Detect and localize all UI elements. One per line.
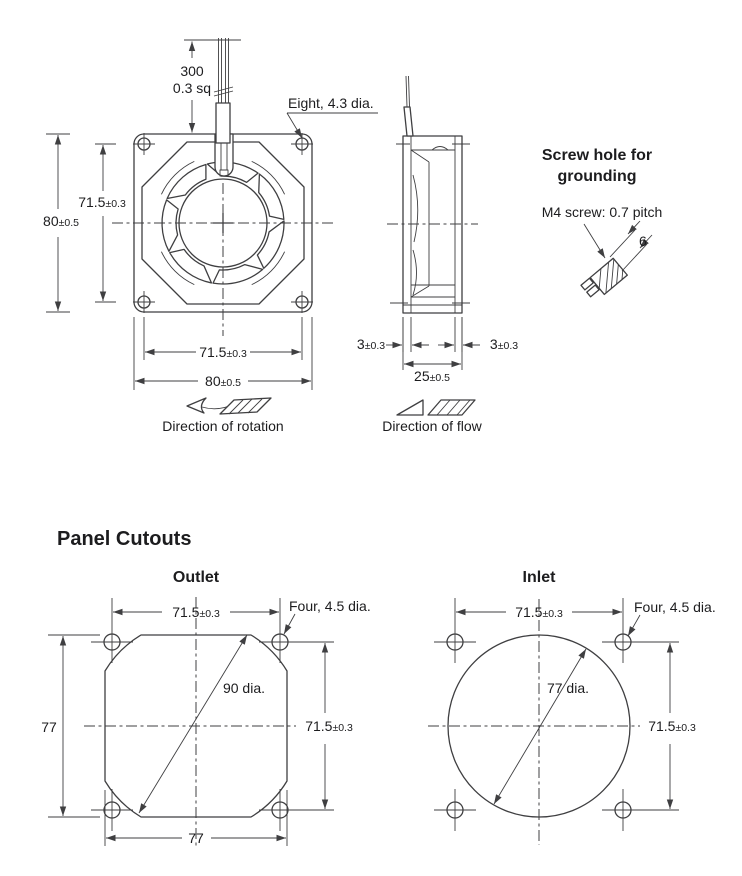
flow-arrow-icon <box>397 400 475 415</box>
label-mounting-holes <box>287 95 378 138</box>
outlet-height-label: 77 <box>41 719 57 735</box>
lead-length-label: 300 <box>180 63 204 79</box>
inlet-dim-hole-pitch-right <box>631 642 696 810</box>
flow-direction <box>382 400 482 434</box>
width-dim-label: 80±0.5 <box>205 373 241 389</box>
height-dim-label: 80±0.5 <box>43 213 79 229</box>
dim-flange-right-3 <box>438 317 518 352</box>
side-blade-curves <box>413 175 418 295</box>
rotation-direction <box>162 398 283 434</box>
motor-hub-bump <box>432 147 448 151</box>
hub-center-cross <box>213 213 233 233</box>
inlet-pitch-top-label: 71.5±0.3 <box>515 604 563 620</box>
mounting-holes-note: Eight, 4.3 dia. <box>288 95 374 111</box>
mounting-hole-bottom-right <box>291 291 313 313</box>
screw-depth-label: 6 <box>639 233 647 249</box>
mounting-hole-top-right <box>291 133 313 155</box>
flange-right-label: 3±0.3 <box>489 336 519 352</box>
dim-height-80 <box>43 134 79 312</box>
outlet-hole-top-left <box>91 598 133 663</box>
inlet-dia-label: 77 dia. <box>546 680 590 696</box>
outlet-width-label: 77 <box>188 830 204 846</box>
outlet-dim-cutout-dia <box>139 635 265 813</box>
fan-front-view <box>112 38 336 336</box>
mounting-hole-bottom-left <box>133 291 155 313</box>
rotation-caption: Direction of rotation <box>162 418 284 434</box>
inlet-title: Inlet <box>522 569 556 586</box>
inlet-pitch-right-label: 71.5±0.3 <box>648 718 696 734</box>
grounding-screw-note: M4 screw: 0.7 pitch <box>541 204 663 220</box>
dim-hole-pitch-horizontal <box>144 317 302 360</box>
outlet-title: Outlet <box>172 569 220 586</box>
dim-depth-25 <box>403 317 462 384</box>
dim-flange-left-3 <box>357 317 429 352</box>
grounding-title-line1: Screw hole for <box>541 147 653 164</box>
inlet-holes-note-label: Four, 4.5 dia. <box>634 599 716 615</box>
rotation-arrow-icon <box>187 398 271 414</box>
outlet-holes-note-label: Four, 4.5 dia. <box>289 598 371 614</box>
inlet-dim-hole-pitch-top <box>456 604 622 620</box>
outlet-hole-bottom-left <box>91 789 133 831</box>
outlet-pitch-top-label: 71.5±0.3 <box>172 604 220 620</box>
grounding-detail <box>542 147 663 302</box>
hole-pitch-h-label: 71.5±0.3 <box>199 344 247 360</box>
outlet-dia-label: 90 dia. <box>222 680 266 696</box>
depth-dim-label: 25±0.5 <box>414 368 450 384</box>
hole-pitch-v-label: 71.5±0.3 <box>78 194 126 210</box>
flow-caption: Direction of flow <box>382 418 482 434</box>
wire-sleeve <box>216 103 230 143</box>
outlet-holes-note <box>284 598 371 634</box>
inlet-hole-bottom-left <box>434 789 476 831</box>
outlet-dim-hole-pitch-right <box>288 642 353 810</box>
outlet-cutout <box>41 569 371 849</box>
dim-lead-length <box>173 40 241 133</box>
inlet-holes-note <box>628 599 716 636</box>
inlet-hole-top-left <box>434 598 476 663</box>
grounding-title-line2: grounding <box>557 168 637 185</box>
mounting-hole-top-left <box>133 133 155 155</box>
flange-left-label: 3±0.3 <box>356 336 386 352</box>
outlet-dim-hole-pitch-top <box>113 604 279 620</box>
wire-break-mark <box>214 87 233 96</box>
screw-illustration <box>581 258 627 302</box>
lead-gauge-label: 0.3 sq <box>172 80 212 96</box>
inlet-cutout <box>428 569 716 845</box>
fan-side-view <box>387 76 478 313</box>
panel-cutouts-title: Panel Cutouts <box>57 528 192 550</box>
lead-wire <box>214 38 233 176</box>
side-lead-wire <box>404 76 413 136</box>
outlet-pitch-right-label: 71.5±0.3 <box>305 718 353 734</box>
